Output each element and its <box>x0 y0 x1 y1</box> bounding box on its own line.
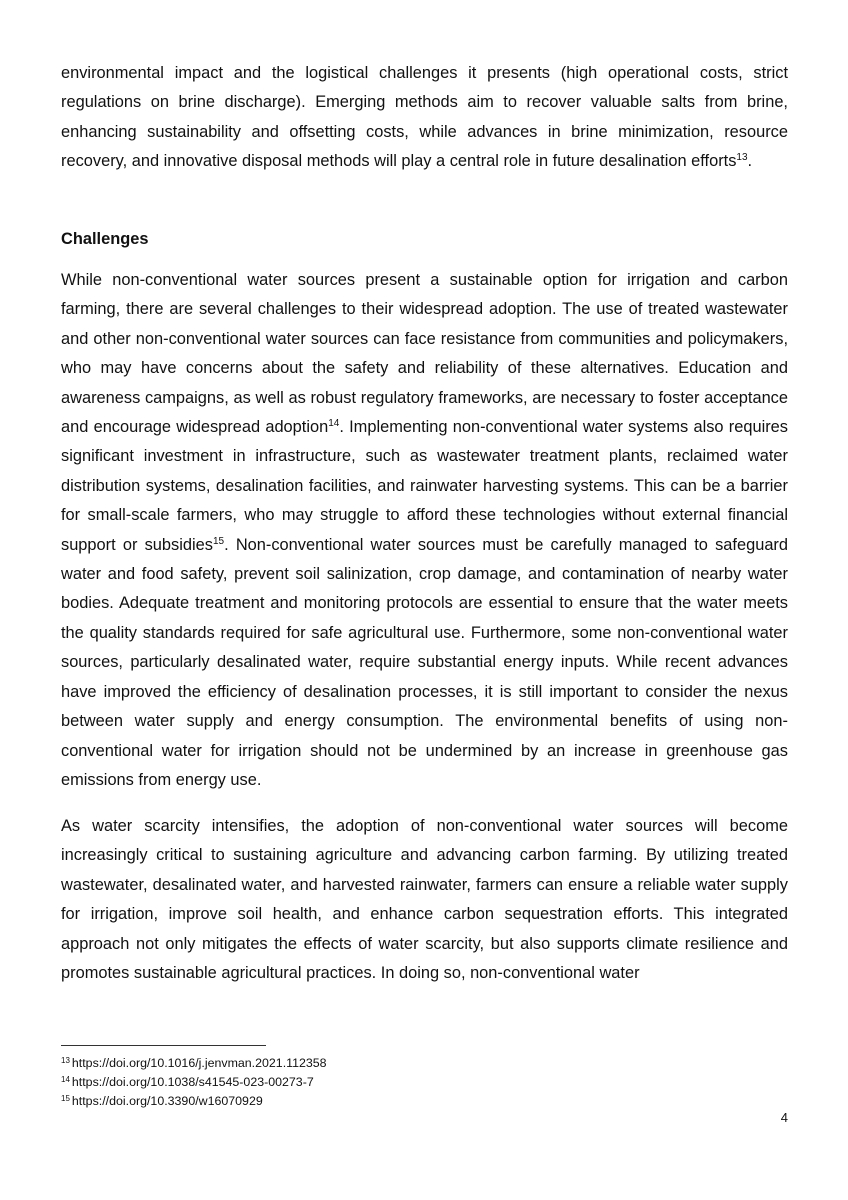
paragraph-challenges <box>61 266 788 795</box>
footnote-ref-14[interactable]: 14 <box>328 418 340 430</box>
footnote-13 <box>61 1054 561 1073</box>
section-heading-challenges: Challenges <box>61 230 149 248</box>
paragraph-water-scarcity: As water scarcity intensifies, the adoption of non-conventional water sources will become increasingly critical to sustaining agriculture and advancing carbon farming. By utilizing treated wastewater, desalinated water, and harvested rainwater, farmers can ensure a reliable water supply for irrigation, improve soil health, and enhance carbon sequestration efforts. This integrated approach not only mitigates the effects of water scarcity, but also supports climate resilience and promotes sustainable agricultural practices. In doing so, non-conventional water <box>61 817 788 983</box>
paragraph-challenges-part2: . Implementing non-conventional water systems also requires significant investment in infrastructure, such as wastewater treatment plants, reclaimed water distribution systems, desalination facilities, and rainwater harvesting systems. This can be a barrier for small-scale farmers, who may struggle to afford these technologies without external financial support or subsidies <box>61 418 788 554</box>
footnote-separator <box>61 1045 266 1046</box>
paragraph-brine-text: environmental impact and the logistical challenges it presents (high operational costs, strict regulations on brine discharge). Emerging methods aim to recover valuable salts from brine, enhancing sustainability and offsetting costs, while advances in brine minimization, resource recovery, and innovative disposal methods will play a central role in future desalination efforts <box>61 64 788 171</box>
footnotes <box>61 1054 561 1111</box>
paragraph-brine <box>61 59 788 177</box>
footnote-link[interactable]: https://doi.org/10.1038/s41545-023-00273-7 <box>71 1075 314 1089</box>
footnote-link[interactable]: https://doi.org/10.1016/j.jenvman.2021.112358 <box>71 1056 327 1070</box>
footnote-number: 14 <box>61 1075 70 1084</box>
footnote-14 <box>61 1073 561 1092</box>
paragraph-challenges-part3: . Non-conventional water sources must be carefully managed to safeguard water and food safety, prevent soil salinization, crop damage, and contamination of nearby water bodies. Adequate treatment and monitoring protocols are essential to ensure that the water meets the quality standards required for safe agricultural use. Furthermore, some non-conventional water sources, particularly desalinated water, require substantial energy inputs. While recent advances have improved the efficiency of desalination processes, it is still important to consider the nexus between water supply and energy consumption. The environmental benefits of using non-conventional water for irrigation should not be undermined by an increase in greenhouse gas emissions from energy use. <box>61 535 789 789</box>
page-number: 4 <box>780 1110 788 1125</box>
footnote-15 <box>61 1092 561 1111</box>
paragraph-challenges-part1: While non-conventional water sources present a sustainable option for irrigation and carbon farming, there are several challenges to their widespread adoption. The use of treated wastewater and other non-conventional water sources can face resistance from communities and policymakers, who may have concerns about the safety and reliability of these alternatives. Education and awareness campaigns, as well as robust regulatory frameworks, are necessary to foster acceptance and encourage widespread adoption <box>61 271 788 437</box>
footnote-ref-13[interactable]: 13 <box>736 152 748 164</box>
body-text <box>61 59 788 177</box>
footnote-number: 13 <box>61 1056 70 1065</box>
footnote-ref-15[interactable]: 15 <box>212 535 225 547</box>
footnote-number: 15 <box>61 1094 70 1103</box>
footnote-link[interactable]: https://doi.org/10.3390/w16070929 <box>71 1094 263 1108</box>
paragraph-brine-tail: . <box>747 152 753 171</box>
